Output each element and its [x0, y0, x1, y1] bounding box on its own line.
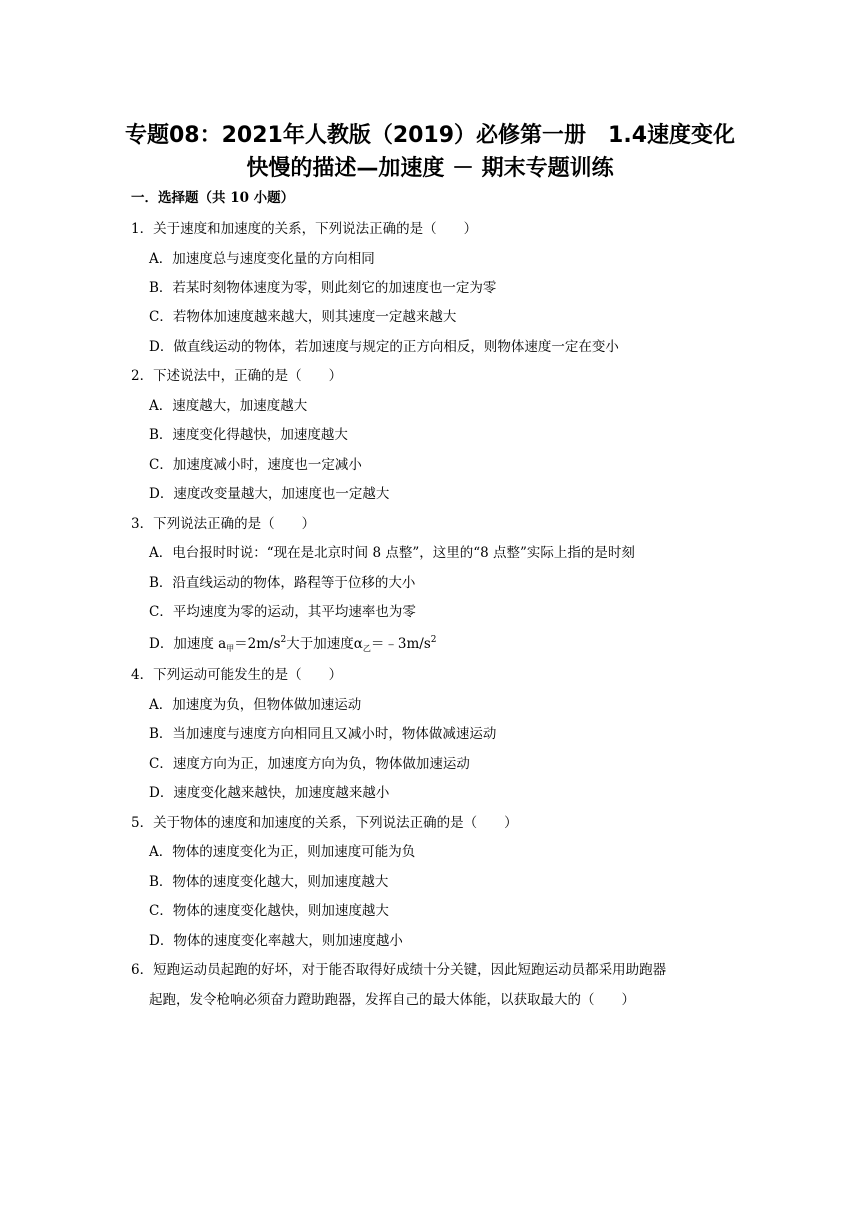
- question-3-option-b: B．沿直线运动的物体，路程等于位移的大小: [149, 575, 416, 591]
- question-3-option-c: C．平均速度为零的运动，其平均速率也为零: [149, 604, 416, 620]
- option-d-text-1: D．加速度 a: [149, 636, 227, 652]
- question-2-option-a: A．速度越大，加速度越大: [149, 398, 308, 414]
- option-d-text-3: 大于加速度α: [286, 636, 363, 652]
- question-5-option-c: C．物体的速度变化越快，则加速度越大: [149, 903, 389, 919]
- question-2-option-d: D．速度改变量越大，加速度也一定越大: [149, 486, 390, 502]
- question-4-option-b: B．当加速度与速度方向相同且又减小时，物体做减速运动: [149, 726, 497, 742]
- question-4-option-d: D．速度变化越来越快，加速度越来越小: [149, 785, 390, 801]
- question-3-option-a: A．电台报时时说：“现在是北京时间 8 点整”，这里的“8 点整”实际上指的是时刻: [149, 545, 635, 561]
- question-1-option-b: B．若某时刻物体速度为零，则此刻它的加速度也一定为零: [149, 280, 497, 296]
- question-2-stem: 2．下述说法中，正确的是（ ）: [131, 368, 343, 384]
- superscript-2a: 2: [280, 635, 287, 645]
- question-5-option-b: B．物体的速度变化越大，则加速度越大: [149, 874, 389, 890]
- question-5-option-a: A．物体的速度变化为正，则加速度可能为负: [149, 844, 416, 860]
- question-1-option-c: C．若物体加速度越来越大，则其速度一定越来越大: [149, 309, 457, 325]
- section-heading: 一．选择题（共 10 小题）: [131, 190, 295, 206]
- question-4-option-c: C．速度方向为正，加速度方向为负，物体做加速运动: [149, 756, 470, 772]
- question-4-option-a: A．加速度为负，但物体做加速运动: [149, 697, 362, 713]
- question-3-stem: 3．下列说法正确的是（ ）: [131, 516, 316, 532]
- question-2-option-b: B．速度变化得越快，加速度越大: [149, 427, 348, 443]
- document-title-line-2: 快慢的描述—加速度 － 期末专题训练: [246, 156, 614, 181]
- subscript-yi: 乙: [362, 644, 371, 653]
- question-5-stem: 5．关于物体的速度和加速度的关系，下列说法正确的是（ ）: [131, 815, 518, 831]
- question-6-stem: 6．短跑运动员起跑的好坏，对于能否取得好成绩十分关键，因此短跑运动员都采用助跑器: [131, 962, 667, 978]
- document-title-line-1: 专题08：2021年人教版（2019）必修第一册 1.4速度变化: [124, 123, 736, 148]
- question-1-option-d: D．做直线运动的物体，若加速度与规定的正方向相反，则物体速度一定在变小: [149, 339, 619, 355]
- option-d-text-2: ＝2m/s: [234, 636, 281, 652]
- question-5-option-d: D．物体的速度变化率越大，则加速度越小: [149, 933, 403, 949]
- superscript-2b: 2: [430, 635, 437, 645]
- question-1-option-a: A．加速度总与速度变化量的方向相同: [149, 251, 375, 267]
- question-3-option-d: [149, 634, 437, 654]
- question-6-stem-continued: 起跑，发令枪响必须奋力蹬助跑器，发挥自己的最大体能，以获取最大的（ ）: [149, 992, 635, 1008]
- question-4-stem: 4．下列运动可能发生的是（ ）: [131, 667, 343, 683]
- question-1-stem: 1．关于速度和加速度的关系，下列说法正确的是（ ）: [131, 221, 478, 237]
- subscript-jia: 甲: [226, 644, 235, 653]
- question-2-option-c: C．加速度减小时，速度也一定减小: [149, 457, 362, 473]
- option-d-text-4: ＝﹣3m/s: [370, 636, 431, 652]
